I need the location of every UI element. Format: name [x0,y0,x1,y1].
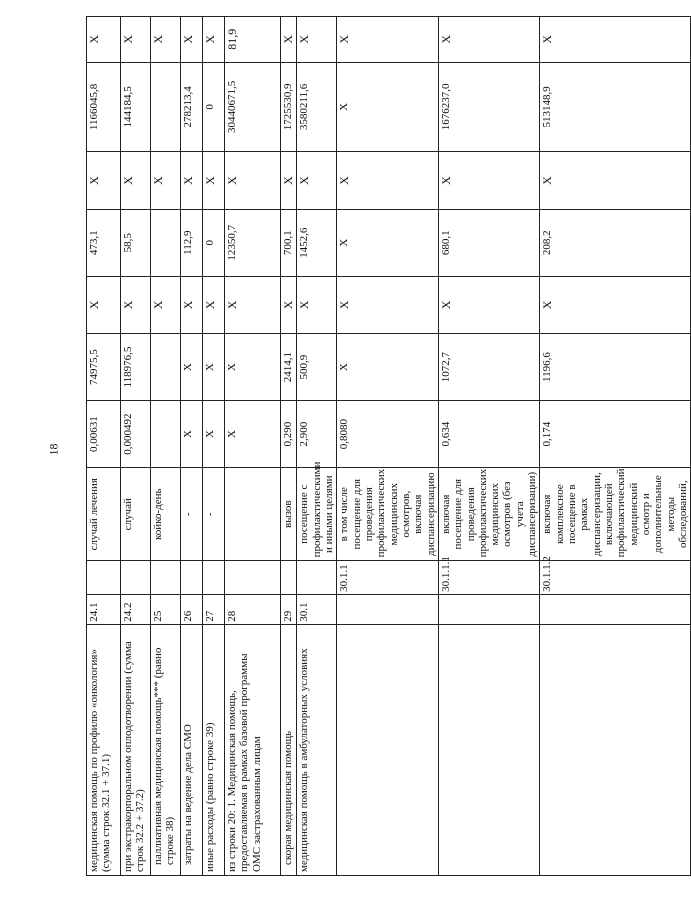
table-row [540,17,691,876]
col7-cell: X [121,152,151,209]
table-row [151,17,181,876]
col7-cell: X [297,152,337,209]
table-row [337,17,439,876]
unit-cell: случай лечения [87,468,121,561]
col9-cell: X [181,17,203,63]
row-code: 25 [151,594,181,624]
cost-cell: 2414,1 [281,334,297,401]
row-code [438,594,540,624]
norm-cell: X [203,401,225,468]
row-subcode [281,561,297,594]
table-row [87,17,121,876]
row-code [540,594,691,624]
col7-cell: X [337,152,439,209]
cost-cell: 118976,5 [121,334,151,401]
row-label: из строки 20: 1. Медицинская помощь, предоставляемая в рамках базовой программы ОМС застрахованным лицам [225,624,281,875]
col5-cell: X [281,276,297,333]
row-subcode [151,561,181,594]
col8-cell: 1166045,8 [87,62,121,152]
col5-cell: X [337,276,439,333]
unit-cell: включая комплексное посещение в рамках диспансеризации, включающей профилактический медицинский осмотр и дополнительные методы обследований, [540,468,691,561]
row-subcode [203,561,225,594]
unit-cell: вызов [281,468,297,561]
norm-cell: 0,634 [438,401,540,468]
table-row [438,17,540,876]
cost-cell: X [225,334,281,401]
norm-cell: 0,00631 [87,401,121,468]
row-subcode [297,561,337,594]
col6-cell: 473,1 [87,209,121,276]
col7-cell: X [438,152,540,209]
unit-cell: случай [121,468,151,561]
row-code: 26 [181,594,203,624]
col8-cell [151,62,181,152]
col8-cell: 30440671,5 [225,62,281,152]
row-subcode: 30.1.1.1 [438,561,540,594]
unit-cell [225,468,281,561]
col5-cell: X [151,276,181,333]
col5-cell: X [438,276,540,333]
col9-cell: X [151,17,181,63]
norm-cell: X [225,401,281,468]
norm-cell: 0,000492 [121,401,151,468]
col8-cell: X [337,62,439,152]
cost-cell: 1196,6 [540,334,691,401]
col7-cell: X [203,152,225,209]
row-code: 29 [281,594,297,624]
norm-cell: 0,290 [281,401,297,468]
col7-cell: X [225,152,281,209]
col6-cell [151,209,181,276]
table-row [281,17,297,876]
row-subcode [181,561,203,594]
table-row [225,17,281,876]
row-subcode: 30.1.1.2 [540,561,691,594]
col6-cell: 112,9 [181,209,203,276]
col8-cell: 1725530,9 [281,62,297,152]
col6-cell: 680,1 [438,209,540,276]
cost-cell: X [337,334,439,401]
row-subcode: 30.1.1 [337,561,439,594]
col5-cell: X [540,276,691,333]
unit-cell: - [203,468,225,561]
col5-cell: X [121,276,151,333]
unit-cell: посещение с профилактическими и иными целями [297,468,337,561]
col6-cell: 700,1 [281,209,297,276]
col9-cell: X [438,17,540,63]
col6-cell: X [337,209,439,276]
row-code: 28 [225,594,281,624]
col6-cell: 1452,6 [297,209,337,276]
row-code [337,594,439,624]
row-code: 27 [203,594,225,624]
col8-cell: 3580211,6 [297,62,337,152]
table-row [181,17,203,876]
rotated-table-container [86,16,689,876]
col7-cell: X [540,152,691,209]
col6-cell: 0 [203,209,225,276]
col9-cell: X [87,17,121,63]
row-label: при экстракорпоральном оплодотворении (сумма строк 32.2 + 37.2) [121,624,151,875]
table-row [203,17,225,876]
col6-cell: 208,2 [540,209,691,276]
col6-cell: 12350,7 [225,209,281,276]
financial-table [86,16,691,876]
norm-cell: X [181,401,203,468]
col8-cell: 1676237,0 [438,62,540,152]
unit-cell: койко-день [151,468,181,561]
norm-cell: 0,8080 [337,401,439,468]
row-label: паллиативная медицинская помощь*** (равно строке 38) [151,624,181,875]
col5-cell: X [181,276,203,333]
row-code: 30.1 [297,594,337,624]
row-label [337,624,439,875]
row-code: 24.2 [121,594,151,624]
col9-cell: X [281,17,297,63]
row-label [540,624,691,875]
row-subcode [121,561,151,594]
cost-cell: 500,9 [297,334,337,401]
unit-cell: - [181,468,203,561]
col9-cell: X [540,17,691,63]
row-code: 24.1 [87,594,121,624]
cost-cell [151,334,181,401]
col8-cell: 513148,9 [540,62,691,152]
table-row [121,17,151,876]
col5-cell: X [203,276,225,333]
col5-cell: X [297,276,337,333]
unit-cell: в том числе посещение для проведения профилактических медицинских осмотров, включая диспансеризацию [337,468,439,561]
row-label [438,624,540,875]
col9-cell: 81,9 [225,17,281,63]
row-label: медицинская помощь по профилю «онкология» (сумма строк 32.1 + 37.1) [87,624,121,875]
col9-cell: X [203,17,225,63]
col7-cell: X [281,152,297,209]
col8-cell: 144184,5 [121,62,151,152]
page-number: 18 [46,443,61,456]
row-subcode [225,561,281,594]
col7-cell: X [181,152,203,209]
norm-cell [151,401,181,468]
col8-cell: 0 [203,62,225,152]
col7-cell: X [151,152,181,209]
cost-cell: X [203,334,225,401]
row-subcode [87,561,121,594]
col5-cell: X [87,276,121,333]
cost-cell: 1072,7 [438,334,540,401]
row-label: скорая медицинская помощь [281,624,297,875]
norm-cell: 0,174 [540,401,691,468]
col8-cell: 278213,4 [181,62,203,152]
unit-cell: включая посещение для проведения профилактических медицинских осмотров (без учета диспансеризации) [438,468,540,561]
col5-cell: X [225,276,281,333]
col9-cell: X [297,17,337,63]
col9-cell: X [121,17,151,63]
row-label: иные расходы (равно строке 39) [203,624,225,875]
cost-cell: 74975,5 [87,334,121,401]
col6-cell: 58,5 [121,209,151,276]
row-label: медицинская помощь в амбулаторных условиях [297,624,337,875]
col9-cell: X [337,17,439,63]
row-label: затраты на ведение дела СМО [181,624,203,875]
col7-cell: X [87,152,121,209]
cost-cell: X [181,334,203,401]
norm-cell: 2,900 [297,401,337,468]
table-row [297,17,337,876]
